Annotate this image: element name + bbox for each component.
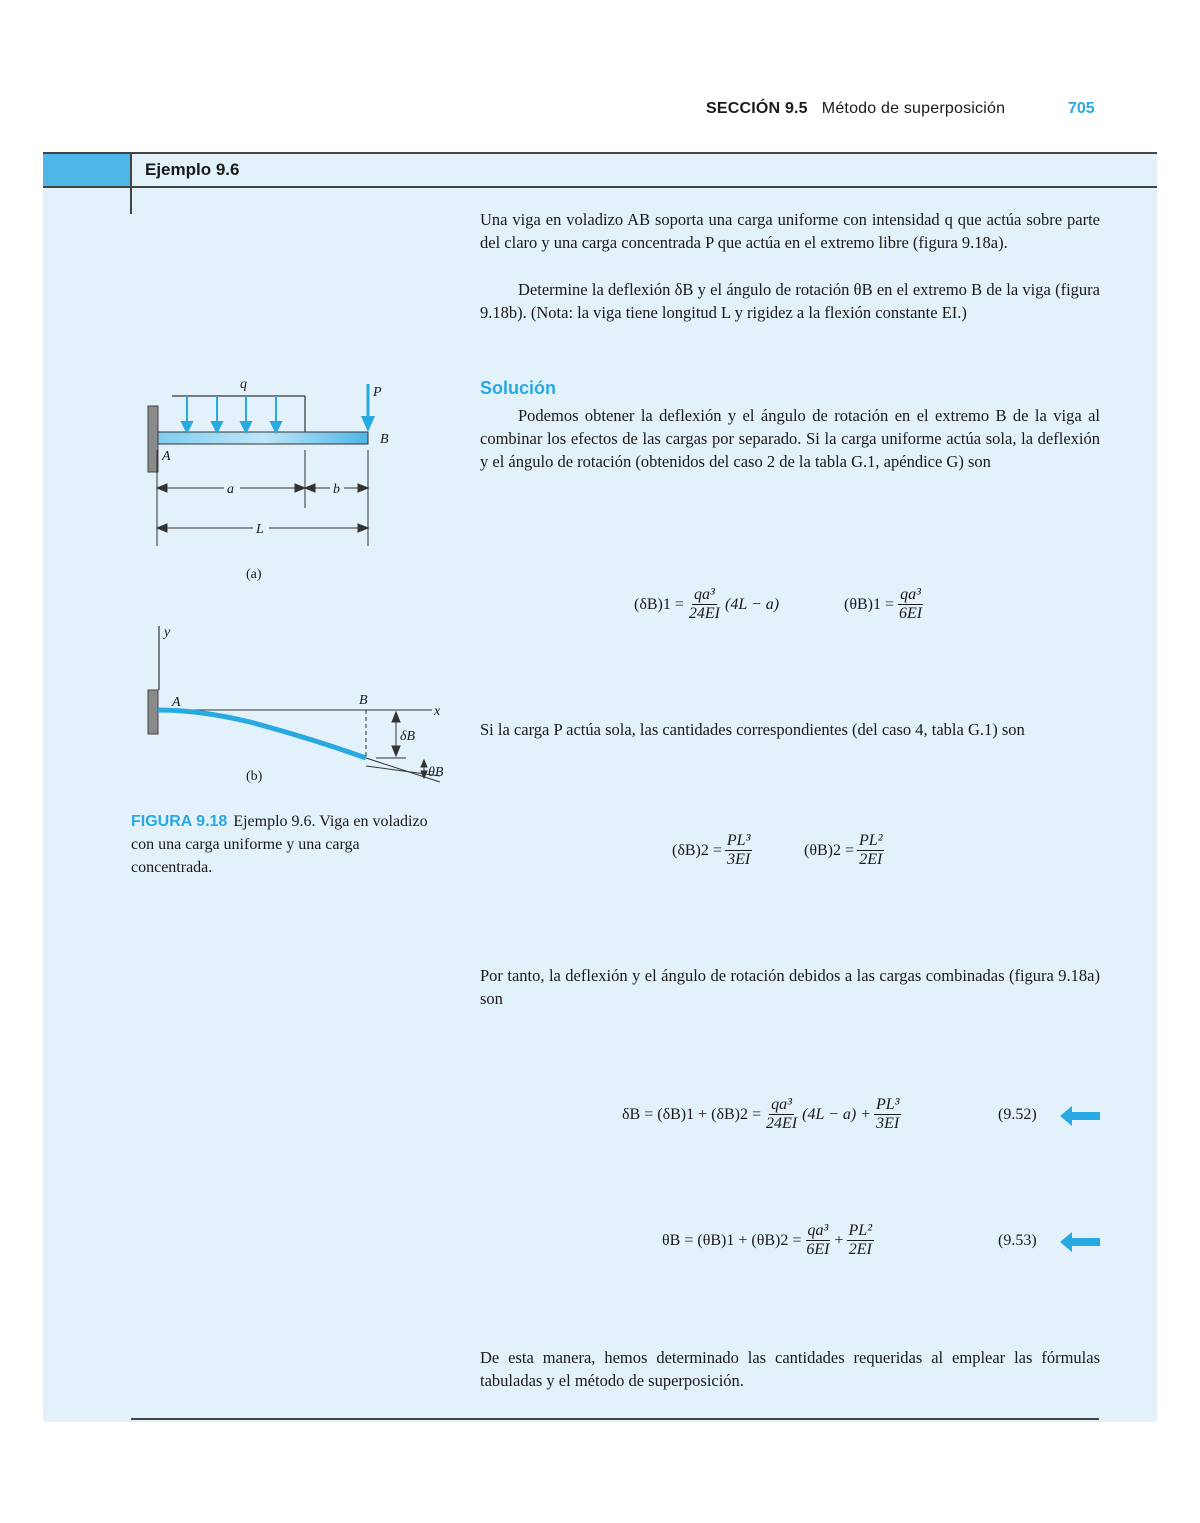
- problem-paragraph-1: Una viga en voladizo AB soporta una carga uniforme con intensidad q que actúa sobre parte del claro y una carga concentrada P que actúa en el extremo libre (figura 9.18a).: [480, 210, 1100, 252]
- equation-theta-2: [804, 832, 887, 869]
- eq5-num1: qa³: [771, 1096, 792, 1113]
- solution-title: Solución: [480, 378, 556, 398]
- eq6-fraction-2: [847, 1222, 874, 1259]
- beam: [158, 432, 368, 444]
- eq6-den2: 2EI: [848, 1241, 872, 1258]
- solution-paragraph-3: Por tanto, la deflexión y el ángulo de rotación debidos a las cargas combinadas (figura 9.18a) son: [480, 966, 1100, 1008]
- eq1-lhs: (δB)1 =: [634, 595, 684, 613]
- label-B-b: B: [359, 693, 368, 708]
- eq4-lhs: (θB)2 =: [804, 841, 855, 859]
- eq2-num: qa³: [900, 586, 921, 603]
- eq6-num1: qa³: [807, 1222, 829, 1239]
- label-B: B: [380, 432, 389, 447]
- eq3-lhs: (δB)2 =: [672, 841, 722, 859]
- figure-caption: [131, 810, 431, 879]
- eq5-lhs: δB = (δB)1 + (δB)2 =: [622, 1105, 762, 1123]
- example-title: Ejemplo 9.6: [145, 160, 240, 179]
- figure-label: FIGURA 9.18: [131, 813, 228, 830]
- fixed-support-b: [148, 690, 158, 734]
- eq1-num: qa³: [694, 586, 715, 603]
- figure-9-18b: [140, 620, 450, 790]
- eq5-fraction-1: [764, 1096, 799, 1133]
- eq4-fraction: [857, 832, 884, 869]
- label-dim-a: a: [227, 482, 234, 497]
- eq5-mid: (4L − a) +: [802, 1105, 871, 1123]
- equation-delta-2: [672, 832, 755, 869]
- section-topic: Método de superposición: [821, 100, 1006, 117]
- label-delta-B: δB: [400, 729, 416, 744]
- eq6-lhs: θB = (θB)1 + (θB)2 =: [662, 1231, 802, 1249]
- distributed-load-arrows: [182, 396, 281, 432]
- eq6-num2: PL²: [848, 1222, 872, 1239]
- label-theta-B: θB: [428, 765, 444, 780]
- eq5-fraction-2: [874, 1096, 901, 1133]
- left-arrow-icon: [1060, 1232, 1100, 1252]
- eq6-den1: 6EI: [806, 1241, 830, 1258]
- solution-paragraph-2: Si la carga P actúa sola, las cantidades correspondientes (del caso 4, tabla G.1) son: [480, 720, 1025, 739]
- eq6-mid: +: [834, 1231, 844, 1249]
- label-P: P: [373, 385, 382, 400]
- eq5-num2: PL³: [875, 1096, 900, 1113]
- solution-paragraph-4: De esta manera, hemos determinado las cantidades requeridas al emplear las fórmulas tabuladas y el método de superposición.: [480, 1348, 1100, 1390]
- eq3-den: 3EI: [727, 851, 751, 868]
- eq3-fraction: [725, 832, 752, 869]
- figure-b-sublabel: (b): [246, 769, 263, 784]
- example-tab: [43, 152, 131, 188]
- eq1-fraction: [687, 586, 722, 623]
- problem-paragraph-2: Determine la deflexión δB y el ángulo de rotación θB en el extremo B de la viga (figura 9.18b). (Nota: la viga tiene longitud L y rigidez a la flexión constante EI.): [480, 280, 1100, 322]
- solution-paragraph-1: Podemos obtener la deflexión y el ángulo de rotación en el extremo B de la viga al combinar los efectos de las cargas por separado. Si la carga uniforme actúa sola, la deflexión y el ángulo de rotación (obtenidos del caso 2 de la tabla G.1, apéndice G) son: [480, 406, 1100, 471]
- figure-caption-text: Ejemplo 9.6. Viga en voladizo con una carga uniforme y una carga concentrada.: [131, 813, 428, 876]
- eq4-den: 2EI: [859, 851, 883, 868]
- eq2-den: 6EI: [899, 605, 923, 622]
- label-y: y: [164, 625, 171, 640]
- label-dim-L: L: [256, 522, 264, 537]
- label-A: A: [162, 449, 171, 464]
- figure-a-sublabel: (a): [246, 567, 262, 582]
- equation-theta-1: [844, 586, 927, 623]
- deflected-beam: [158, 710, 366, 758]
- equation-number-9-52: (9.52): [998, 1106, 1037, 1123]
- eq5-den1: 24EI: [766, 1115, 798, 1132]
- eq5-den2: 3EI: [876, 1115, 900, 1132]
- bottom-rule: [131, 1418, 1099, 1420]
- theta-dimension: [421, 760, 427, 778]
- equation-delta-1: [634, 586, 779, 623]
- section-number: SECCIÓN 9.5: [706, 100, 808, 117]
- eq2-lhs: (θB)1 =: [844, 595, 895, 613]
- eq1-tail: (4L − a): [725, 595, 780, 613]
- equation-number-9-53: (9.53): [998, 1232, 1037, 1249]
- label-dim-b: b: [333, 482, 340, 497]
- equation-9-52: [622, 1096, 904, 1133]
- running-head: [706, 100, 1005, 118]
- left-arrow-icon: [1060, 1106, 1100, 1126]
- label-q: q: [240, 377, 247, 392]
- eq4-num: PL²: [859, 832, 883, 849]
- equation-9-53: [662, 1222, 877, 1259]
- label-x: x: [434, 704, 441, 719]
- page-number: 705: [1068, 100, 1095, 117]
- eq1-den: 24EI: [688, 605, 720, 622]
- figure-9-18a: [140, 370, 410, 590]
- example-divider: [130, 152, 132, 214]
- label-A-b: A: [172, 695, 181, 710]
- eq3-num: PL³: [726, 832, 751, 849]
- eq6-fraction-1: [804, 1222, 831, 1259]
- eq2-fraction: [897, 586, 924, 623]
